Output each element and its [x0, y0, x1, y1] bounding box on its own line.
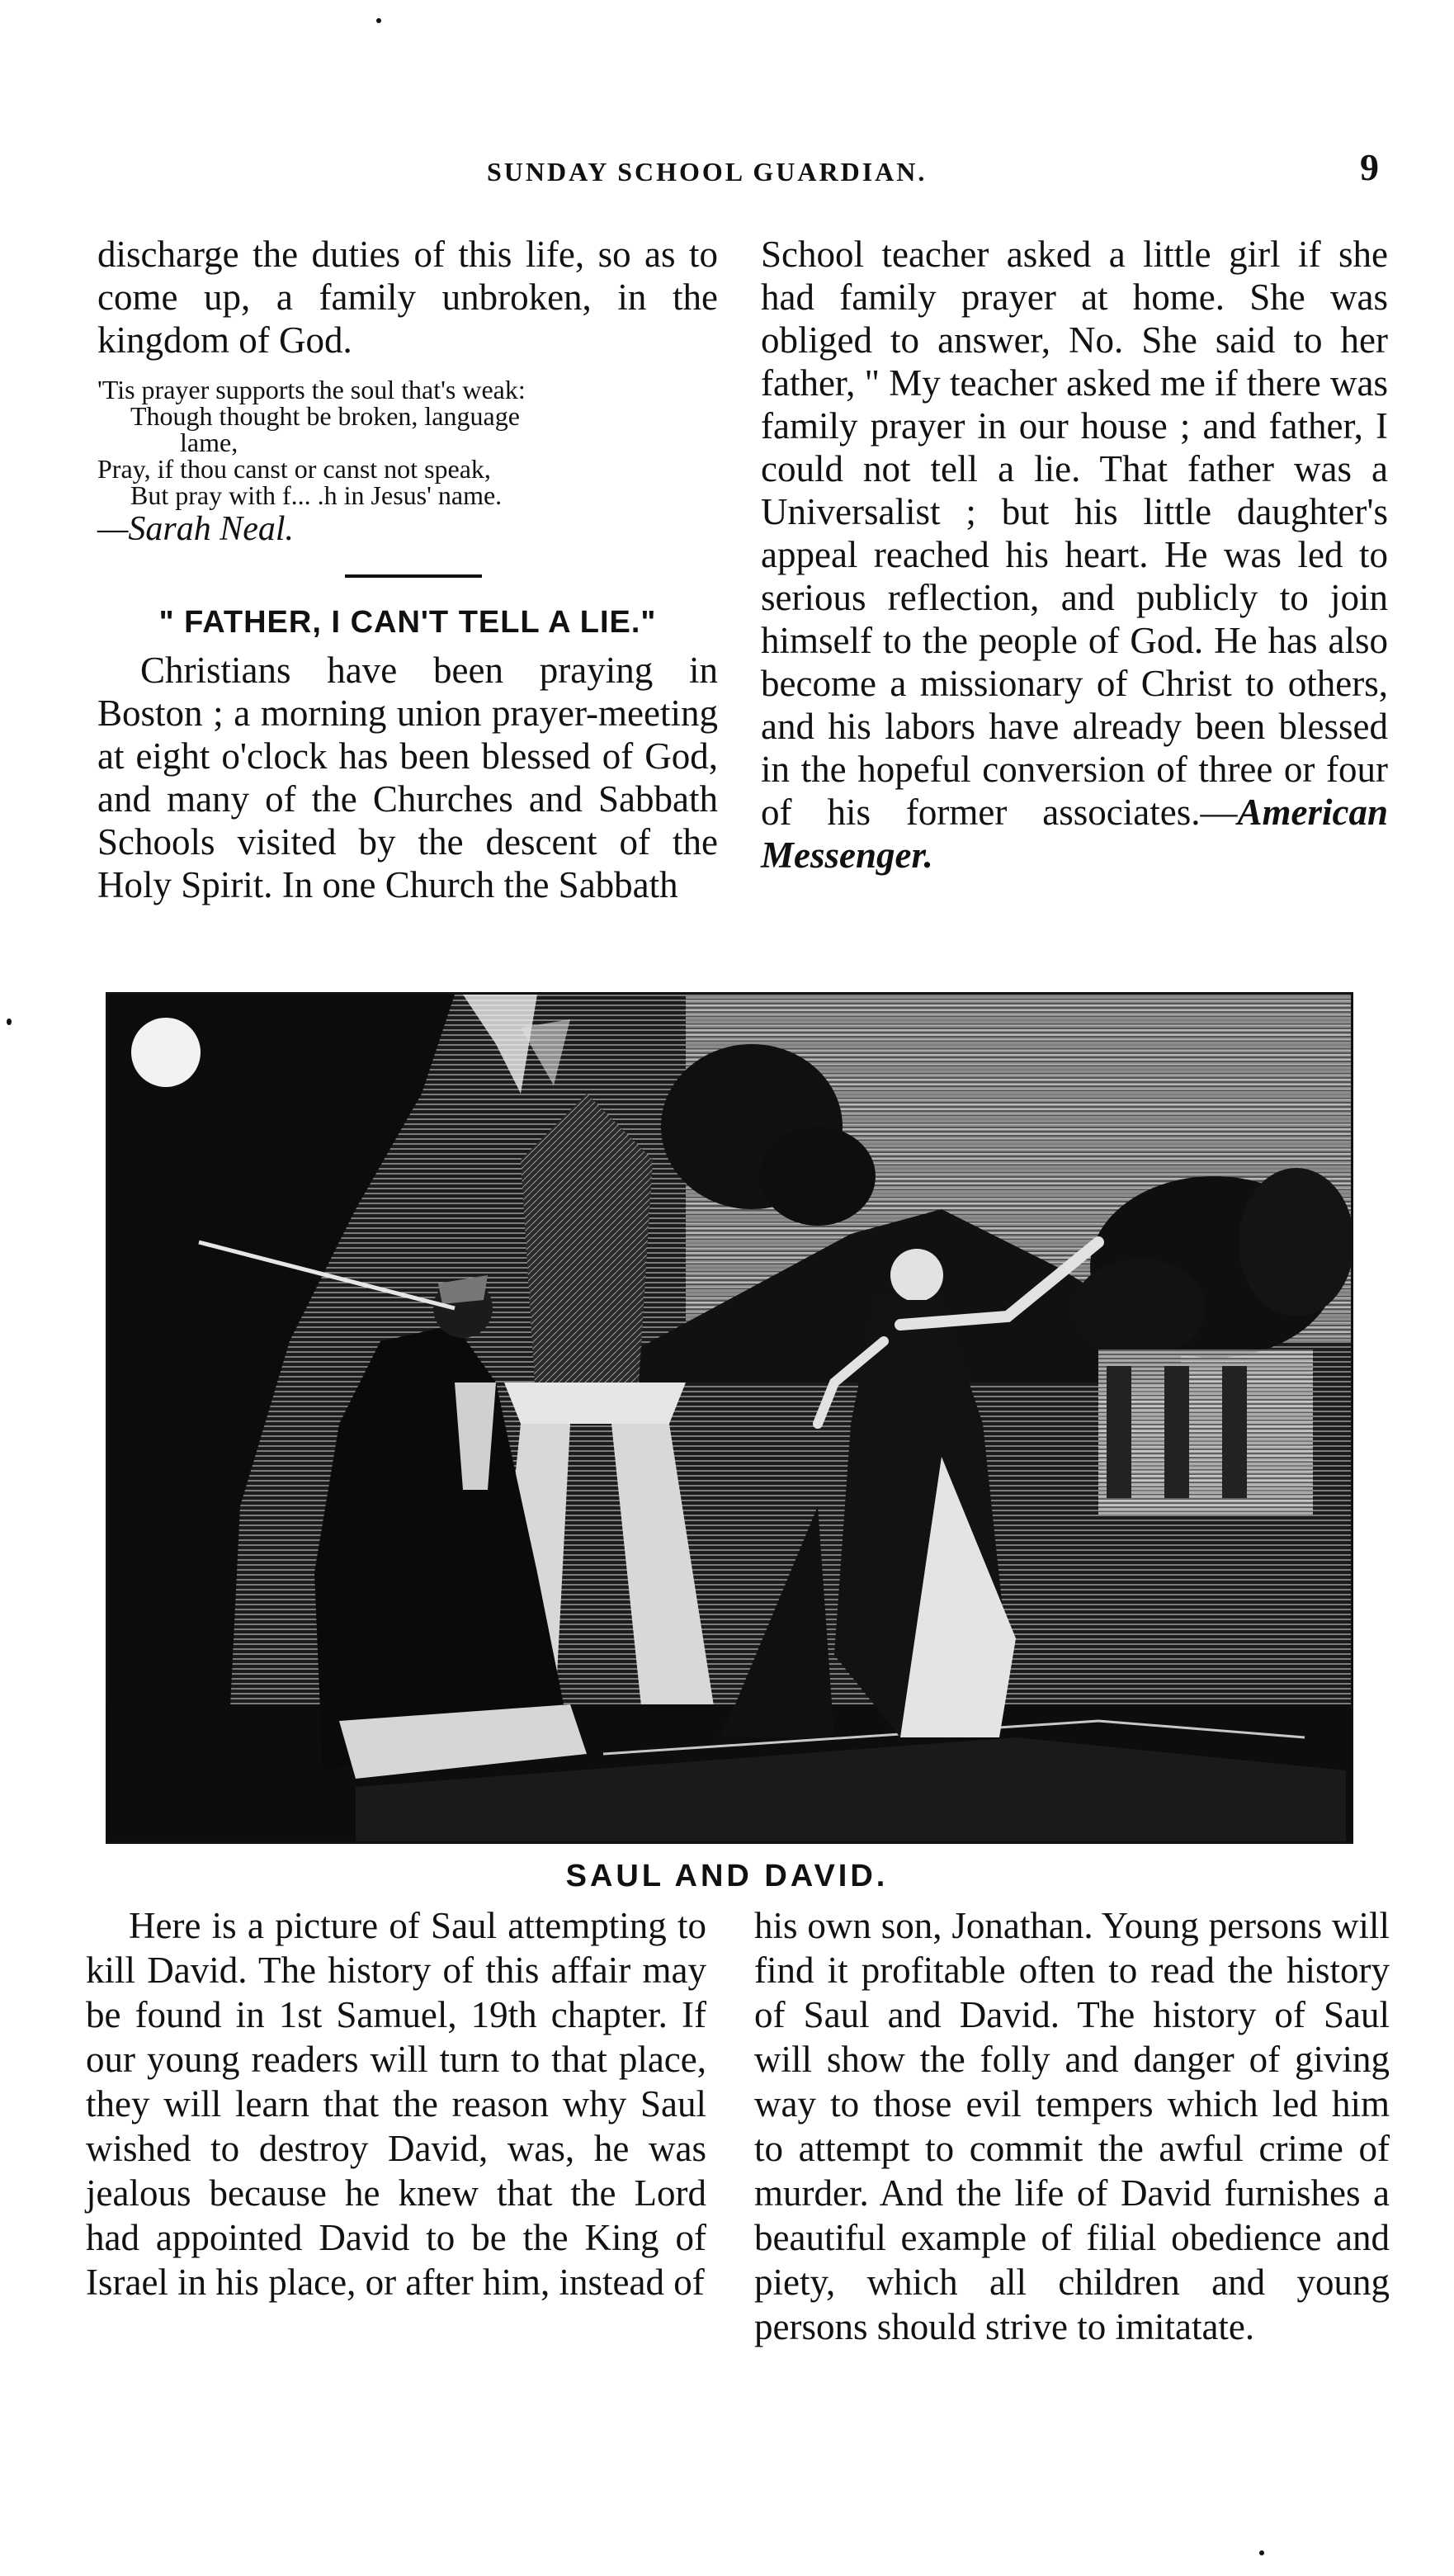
ink-speck	[1259, 2550, 1264, 2555]
page-number: 9	[1360, 146, 1379, 188]
running-title: SUNDAY SCHOOL GUARDIAN.	[487, 157, 928, 187]
column-top-left	[97, 233, 718, 906]
paragraph-discharge: discharge the duties of this life, so as to come up, a family unbroken, in the kingdom of God.	[97, 234, 718, 361]
poem-line: 'Tis prayer supports the soul that's weak:	[97, 375, 526, 404]
saul-and-david-engraving	[106, 992, 1353, 1844]
section-rule	[345, 574, 482, 578]
column-bottom-right	[754, 1903, 1390, 2349]
engraving-art	[108, 995, 1351, 1841]
paragraph-christians: Christians have been praying in Boston ; a morning union prayer-meeting at eight o'clock has been blessed of God, and many of the Churches and Sabbath Schools visited by the descent of the Holy Spirit. In one Church the Sabbath	[97, 650, 718, 905]
column-bottom-left	[86, 1903, 706, 2304]
paragraph-text: School teacher asked a little girl if she had family prayer at home. She was obliged to answer, No. She said to her father, " My teacher asked me if there was family prayer in our house ; and father, I could not tell a lie. That father was a Universalist ; but his little daughter's appeal reached his heart. He was led to serious reflection, and publicly to join himself to the people of God. He has also become a missionary of Christ to others, and his labors have already been blessed in the hopeful conversion of three or four of his former associates.—	[761, 234, 1388, 833]
poem	[97, 376, 718, 508]
poem-line: But pray with f... .h in Jesus' name.	[130, 480, 503, 510]
poem-line: lame,	[180, 428, 238, 457]
article-title: " FATHER, I CAN'T TELL A LIE."	[158, 605, 657, 640]
paragraph-saul-picture: Here is a picture of Saul attempting to kill David. The history of this affair may be found in 1st Samuel, 19th chapter. If our young readers will turn to that place, they will learn that the reason why Saul wished to destroy David, was, he was jealous because he knew that the Lord had appointed David to be the King of Israel in his place, or after him, instead of	[86, 1905, 706, 2303]
ink-speck	[376, 18, 381, 23]
ink-speck	[7, 1019, 12, 1025]
poem-line: Pray, if thou canst or canst not speak,	[97, 454, 491, 484]
column-top-right	[761, 233, 1388, 877]
poem-author: —Sarah Neal.	[97, 510, 295, 548]
illustration-caption: SAUL AND DAVID.	[565, 1859, 889, 1893]
paragraph-jonathan: his own son, Jonathan. Young persons will find it profitable often to read the history of Saul and David. The history of Saul will show the folly and danger of giving way to those evil tempers which led him to attempt to commit the awful crime of murder. And the life of David furnishes a beautiful example of filial obedience and piety, which all children and young persons should strive to imitatate.	[754, 1905, 1390, 2347]
poem-line: Though thought be broken, language	[130, 401, 520, 431]
source-credit: American Messenger.	[761, 792, 1388, 876]
paragraph-school-teacher	[761, 233, 1388, 877]
